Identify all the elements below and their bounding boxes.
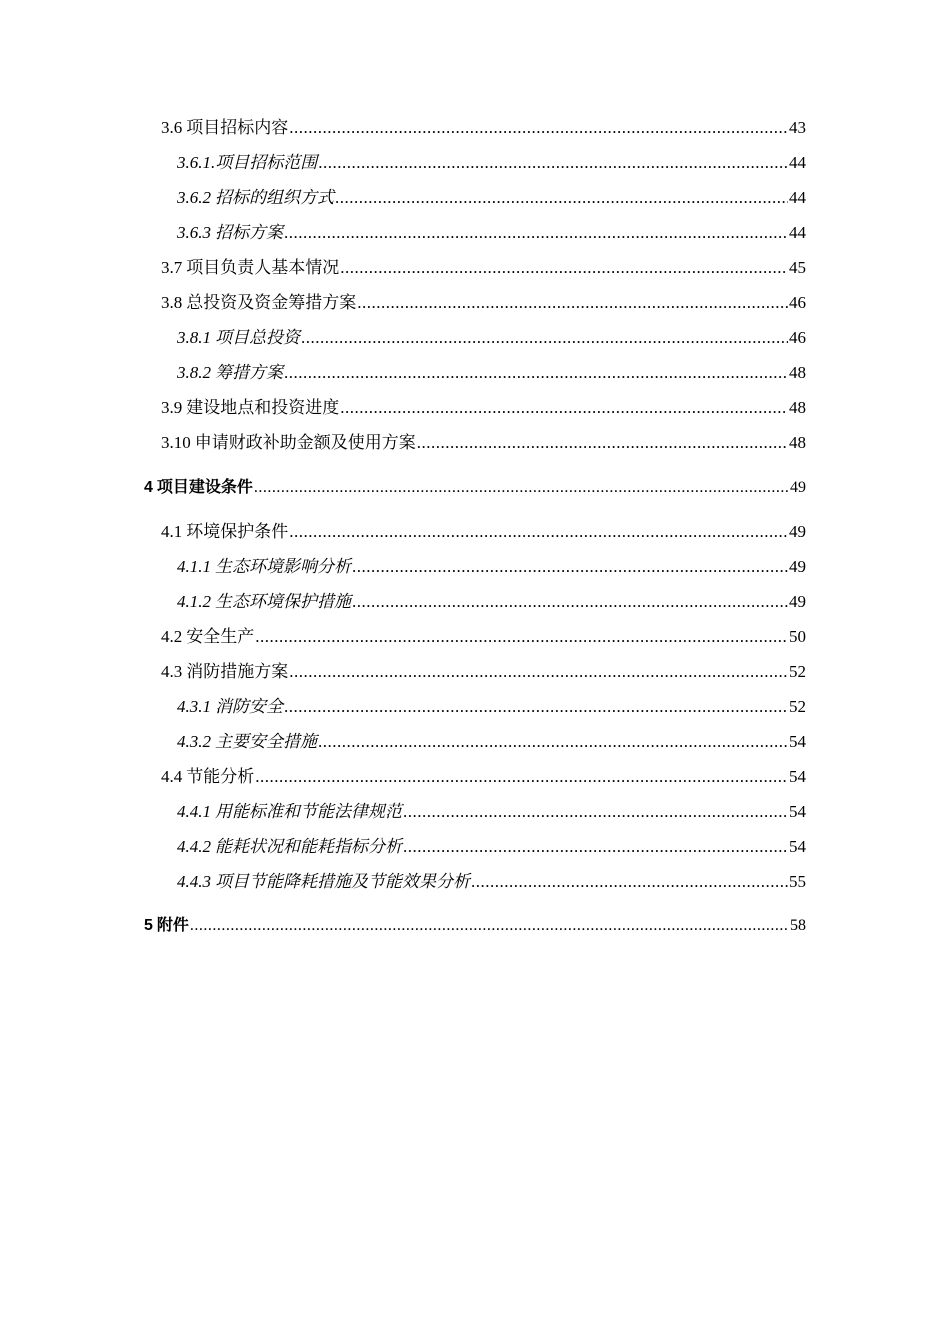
toc-entry-3-8[interactable] xyxy=(161,292,806,314)
toc-number: 4.2 xyxy=(161,627,183,646)
toc-title: 消防措施方案 xyxy=(186,662,289,681)
dot-leader xyxy=(318,152,788,174)
toc-title: 用能标准和节能法律规范 xyxy=(215,802,402,821)
toc-number: 4.4 xyxy=(161,767,183,786)
toc-title: 环境保护条件 xyxy=(186,522,289,541)
toc-number: 3.10 xyxy=(161,433,191,452)
toc-page-number: 49 xyxy=(789,592,806,611)
toc-number: 3.8.1 xyxy=(177,328,211,347)
toc-entry-3-8-2[interactable] xyxy=(177,362,806,384)
toc-number: 4.3.2 xyxy=(177,732,211,751)
toc-page-number: 48 xyxy=(789,433,806,452)
dot-leader xyxy=(284,696,788,718)
toc-number: 4.3 xyxy=(161,662,183,681)
toc-title: 项目招标内容 xyxy=(186,118,289,137)
toc-entry-4-2[interactable] xyxy=(161,626,806,648)
toc-entry-4-3-1[interactable] xyxy=(177,696,806,718)
toc-page-number: 52 xyxy=(789,662,806,681)
toc-entry-3-6-3[interactable] xyxy=(177,222,806,244)
toc-title: 生态环境保护措施 xyxy=(215,592,351,611)
toc-title: 建设地点和投资进度 xyxy=(186,398,340,417)
toc-title: 能耗状况和能耗指标分析 xyxy=(215,837,402,856)
toc-entry-3-6-2[interactable] xyxy=(177,187,806,209)
dot-leader xyxy=(301,327,788,349)
toc-number: 3.6 xyxy=(161,118,183,137)
toc-title: 主要安全措施 xyxy=(215,732,317,751)
toc-number: 3.8.2 xyxy=(177,363,211,382)
toc-title: 项目节能降耗措施及节能效果分析 xyxy=(215,872,470,891)
toc-entry-3-6[interactable] xyxy=(161,117,806,139)
toc-title: 项目招标范围 xyxy=(215,153,318,172)
toc-page-number: 49 xyxy=(789,522,806,541)
toc-page-number: 48 xyxy=(789,398,806,417)
toc-entry-3-8-1[interactable] xyxy=(177,327,806,349)
toc-number: 4.4.1 xyxy=(177,802,211,821)
toc-entry-4-4[interactable] xyxy=(161,766,806,788)
toc-entry-5[interactable] xyxy=(144,915,806,937)
dot-leader xyxy=(190,915,789,937)
toc-page-number: 54 xyxy=(789,732,806,751)
toc-entry-4-4-2[interactable] xyxy=(177,836,806,858)
dot-leader xyxy=(335,187,788,209)
toc-title: 招标的组织方式 xyxy=(215,188,334,207)
toc-number: 4.1 xyxy=(161,522,183,541)
toc-page-number: 49 xyxy=(789,557,806,576)
toc-number: 3.6.2 xyxy=(177,188,211,207)
toc-number: 4.1.1 xyxy=(177,557,211,576)
toc-number: 3.8 xyxy=(161,293,183,312)
toc-entry-3-10[interactable] xyxy=(161,432,806,454)
toc-entry-3-9[interactable] xyxy=(161,397,806,419)
toc-page-number: 43 xyxy=(789,118,806,137)
toc-page-number: 44 xyxy=(789,223,806,242)
toc-title: 生态环境影响分析 xyxy=(215,557,351,576)
dot-leader xyxy=(403,801,788,823)
toc-title: 消防安全 xyxy=(215,697,283,716)
dot-leader xyxy=(318,731,788,753)
toc-number: 4.3.1 xyxy=(177,697,211,716)
toc-page-number: 50 xyxy=(789,627,806,646)
toc-page-number: 46 xyxy=(789,328,806,347)
toc-page-number: 54 xyxy=(789,837,806,856)
toc-number: 4 xyxy=(144,479,153,496)
toc-entry-4[interactable] xyxy=(144,477,806,499)
toc-title: 招标方案 xyxy=(215,223,283,242)
toc-title: 安全生产 xyxy=(186,627,255,646)
toc-page-number: 44 xyxy=(789,188,806,207)
toc-title: 项目总投资 xyxy=(215,328,300,347)
dot-leader xyxy=(471,871,788,893)
dot-leader xyxy=(352,591,788,613)
toc-number: 4.4.2 xyxy=(177,837,211,856)
toc-title: 附件 xyxy=(156,917,189,934)
toc-entry-4-3-2[interactable] xyxy=(177,731,806,753)
toc-title: 项目建设条件 xyxy=(156,479,253,496)
dot-leader xyxy=(357,292,788,314)
toc-page-number: 55 xyxy=(789,872,806,891)
toc-number: 5 xyxy=(144,917,153,934)
toc-entry-3-7[interactable] xyxy=(161,257,806,279)
toc-page-number: 46 xyxy=(789,293,806,312)
toc-title: 筹措方案 xyxy=(215,363,283,382)
dot-leader xyxy=(340,257,788,279)
toc-page-number: 58 xyxy=(790,917,806,934)
dot-leader xyxy=(289,661,788,683)
toc-page-number: 54 xyxy=(789,802,806,821)
toc-number: 3.9 xyxy=(161,398,183,417)
toc-page-number: 44 xyxy=(789,153,806,172)
dot-leader xyxy=(352,556,788,578)
toc-title: 总投资及资金筹措方案 xyxy=(186,293,357,312)
toc-number: 4.1.2 xyxy=(177,592,211,611)
toc-entry-4-1-2[interactable] xyxy=(177,591,806,613)
toc-title: 节能分析 xyxy=(186,767,255,786)
toc-number: 3.6.1. xyxy=(177,153,216,172)
dot-leader xyxy=(254,477,789,499)
toc-page-number: 45 xyxy=(789,258,806,277)
toc-entry-4-3[interactable] xyxy=(161,661,806,683)
toc-page-number: 52 xyxy=(789,697,806,716)
toc-page-number: 48 xyxy=(789,363,806,382)
dot-leader xyxy=(340,397,788,419)
dot-leader xyxy=(417,432,788,454)
dot-leader xyxy=(255,626,788,648)
dot-leader xyxy=(289,117,788,139)
toc-entry-4-1[interactable] xyxy=(161,521,806,543)
dot-leader xyxy=(255,766,788,788)
toc-title: 申请财政补助金额及使用方案 xyxy=(194,433,416,452)
toc-title: 项目负责人基本情况 xyxy=(186,258,340,277)
dot-leader xyxy=(284,222,788,244)
toc-entry-3-6-1[interactable] xyxy=(177,152,806,174)
toc-entry-4-1-1[interactable] xyxy=(177,556,806,578)
toc-page-number: 49 xyxy=(790,479,806,496)
toc-number: 3.7 xyxy=(161,258,183,277)
toc-number: 3.6.3 xyxy=(177,223,211,242)
dot-leader xyxy=(289,521,788,543)
toc-entry-4-4-3[interactable] xyxy=(177,871,806,893)
dot-leader xyxy=(403,836,788,858)
toc-number: 4.4.3 xyxy=(177,872,211,891)
toc-page-number: 54 xyxy=(789,767,806,786)
dot-leader xyxy=(284,362,788,384)
toc-entry-4-4-1[interactable] xyxy=(177,801,806,823)
